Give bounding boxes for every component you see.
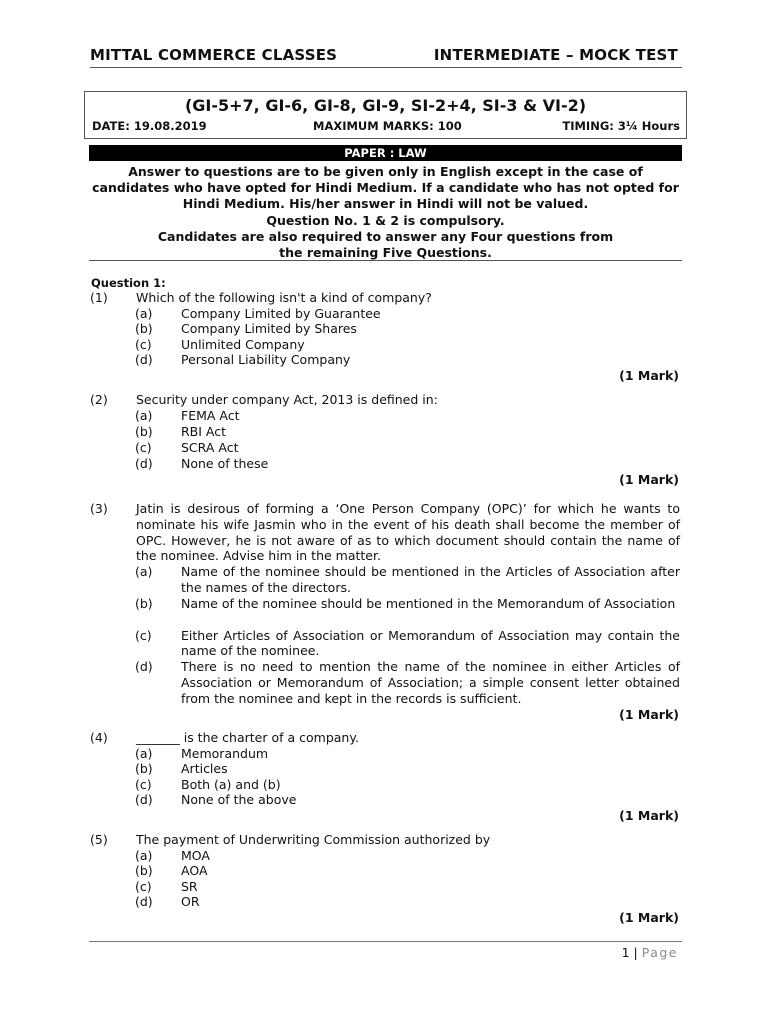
option-text: RBI Act — [181, 423, 227, 439]
option-text: AOA — [181, 863, 208, 879]
option-text: SCRA Act — [181, 439, 239, 455]
option-text: Either Articles of Association or Memorandum of Association may contain the name of the nominee. — [181, 627, 680, 659]
instruction-line: the remaining Five Questions. — [279, 245, 492, 261]
maximum-marks: MAXIMUM MARKS: 100 — [313, 119, 462, 133]
question-text: _______ is the charter of a company. — [136, 730, 359, 745]
batch-groups: (GI-5+7, GI-6, GI-8, GI-9, SI-2+4, SI-3 & VI-2) — [184, 96, 587, 115]
question-item — [0, 730, 770, 830]
test-name: INTERMEDIATE – MOCK TEST — [433, 46, 678, 64]
option-text: Name of the nominee should be mentioned in the Memorandum of Association — [181, 596, 676, 611]
question-number: (2) — [90, 392, 108, 407]
page-separator: | — [633, 945, 638, 960]
option-text: FEMA Act — [181, 407, 240, 423]
option-label: (d) — [135, 792, 153, 808]
institute-name: MITTAL COMMERCE CLASSES — [90, 46, 338, 64]
header-rule — [90, 67, 682, 68]
option-text: None of these — [181, 455, 269, 471]
option-text: There is no need to mention the name of the nominee in either Articles of Association or Memorandum of Association; a simple consent letter obtained from the nominee and kept in the records is sufficient. — [181, 659, 680, 706]
option-text: Company Limited by Guarantee — [181, 305, 381, 321]
question-number: (5) — [90, 832, 108, 847]
marks-label: (1 Mark) — [619, 706, 679, 722]
option-text: Company Limited by Shares — [181, 321, 357, 337]
instructions — [84, 164, 687, 261]
question-item — [0, 501, 770, 726]
option-label: (b) — [135, 863, 153, 879]
question-number: (1) — [90, 290, 108, 305]
option-label: (c) — [135, 627, 152, 643]
exam-timing: TIMING: 3¼ Hours — [562, 119, 680, 133]
option-label: (a) — [135, 305, 153, 321]
option-text: Articles — [181, 761, 228, 777]
option-label: (c) — [135, 439, 152, 455]
option-label: (a) — [135, 847, 153, 863]
option-label: (c) — [135, 878, 152, 894]
page-label: Page — [641, 945, 678, 960]
option-label: (d) — [135, 455, 153, 471]
instruction-line: Candidates are also required to answer any Four questions from — [157, 228, 614, 244]
question-item — [0, 392, 770, 492]
option-label: (d) — [135, 894, 153, 910]
marks-label: (1 Mark) — [619, 471, 679, 487]
question-number: (4) — [90, 730, 108, 745]
page-footer — [622, 945, 678, 960]
option-label: (d) — [135, 352, 153, 368]
option-text: MOA — [181, 847, 210, 863]
option-label: (a) — [135, 407, 153, 423]
option-text: Unlimited Company — [181, 336, 305, 352]
option-label: (d) — [135, 659, 153, 675]
question-item — [0, 832, 770, 932]
option-label: (a) — [135, 745, 153, 761]
question-text: Which of the following isn't a kind of company? — [136, 290, 432, 305]
option-label: (b) — [135, 321, 153, 337]
instruction-line: Answer to questions are to be given only in English except in the case of — [128, 164, 643, 179]
instruction-line: candidates who have opted for Hindi Medium. If a candidate who has not opted for — [92, 180, 679, 196]
instructions-rule — [89, 260, 682, 261]
exam-date: DATE: 19.08.2019 — [92, 119, 207, 133]
option-text: OR — [181, 894, 200, 910]
marks-label: (1 Mark) — [619, 910, 679, 925]
marks-label: (1 Mark) — [619, 808, 679, 823]
instruction-line: Question No. 1 & 2 is compulsory. — [266, 212, 505, 228]
question-heading: Question 1: — [91, 276, 166, 290]
document-header — [90, 46, 680, 66]
page-number: 1 — [621, 945, 630, 960]
option-label: (c) — [135, 776, 152, 792]
exam-info-box — [84, 91, 687, 139]
question-text: Security under company Act, 2013 is defined in: — [136, 392, 438, 407]
question-text: The payment of Underwriting Commission authorized by — [136, 832, 491, 847]
instruction-line: Hindi Medium. His/her answer in Hindi will not be valued. — [182, 196, 589, 212]
option-text: None of the above — [181, 792, 297, 808]
option-label: (c) — [135, 336, 152, 352]
option-label: (b) — [135, 761, 153, 777]
option-label: (a) — [135, 564, 153, 580]
paper-title-bar: PAPER : LAW — [89, 145, 682, 161]
option-label: (b) — [135, 596, 153, 611]
option-text: SR — [181, 878, 198, 894]
marks-label: (1 Mark) — [619, 368, 679, 383]
option-text: Personal Liability Company — [181, 352, 351, 368]
option-text: Name of the nominee should be mentioned in the Articles of Association after the names of the directors. — [181, 564, 680, 596]
question-number: (3) — [90, 501, 108, 516]
option-label: (b) — [135, 423, 153, 439]
footer-rule — [89, 941, 682, 942]
question-item — [0, 290, 770, 390]
question-text: Jatin is desirous of forming a ‘One Person Company (OPC)’ for which he wants to nominate his wife Jasmin who in the event of his death shall become the member of OPC. However, he is not aware of as to which document should contain the name of the nominee. Advise him in the matter. — [136, 501, 680, 564]
option-text: Memorandum — [181, 745, 269, 761]
option-text: Both (a) and (b) — [181, 776, 281, 792]
